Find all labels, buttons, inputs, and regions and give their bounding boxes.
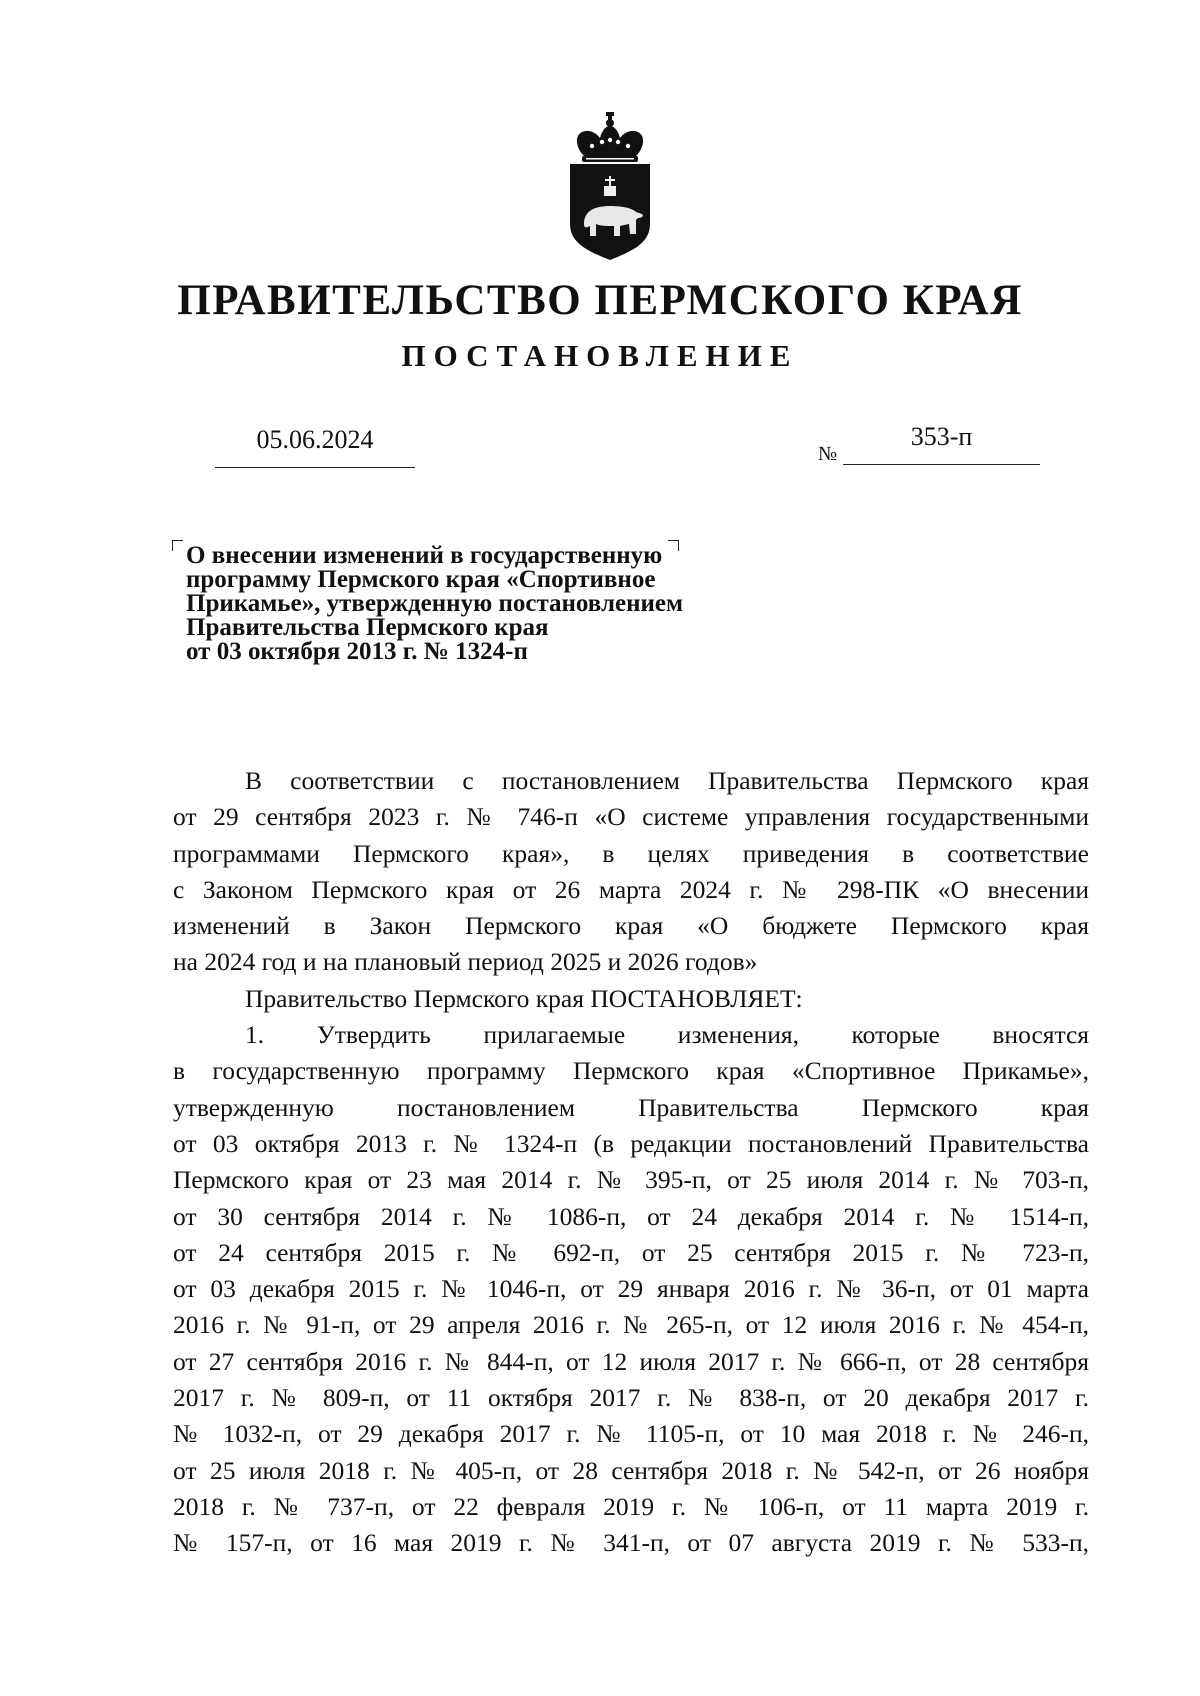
preamble-line: от 29 сентября 2023 г. № 746-п «О системе управления государственными	[173, 802, 1089, 832]
preamble-line: изменений в Закон Пермского края «О бюджете Пермского края	[173, 911, 1089, 941]
item1-line: от 27 сентября 2016 г. № 844-п, от 12 июля 2017 г. № 666-п, от 28 сентября	[173, 1346, 1089, 1376]
subject-line: программу Пермского края «Спортивное	[186, 566, 656, 593]
organization-title: ПРАВИТЕЛЬСТВО ПЕРМСКОГО КРАЯ	[177, 277, 1023, 324]
preamble-line: программами Пермского края», в целях приведения в соответствие	[173, 838, 1089, 868]
item1-line: 1. Утвердить прилагаемые изменения, которые вносятся	[245, 1020, 1089, 1050]
perm-krai-coat-of-arms-icon	[566, 112, 654, 262]
item1-line: утвержденную постановлением Правительства Пермского края	[173, 1092, 1089, 1122]
item1-line: от 03 декабря 2015 г. № 1046-п, от 29 января 2016 г. № 36-п, от 01 марта	[173, 1274, 1089, 1304]
item1-line: от 30 сентября 2014 г. № 1086-п, от 24 декабря 2014 г. № 1514-п,	[173, 1201, 1089, 1231]
number-sign: №	[818, 443, 838, 465]
subject-line: О внесении изменений в государственную	[186, 542, 663, 569]
subject-corner-left	[172, 540, 183, 551]
item1-line: от 25 июля 2018 г. № 405-п, от 28 сентября 2018 г. № 542-п, от 26 ноября	[173, 1455, 1089, 1485]
subject-line: Правительства Пермского края	[186, 614, 549, 641]
item1-line: от 03 октября 2013 г. № 1324-п (в редакции постановлений Правительства	[173, 1128, 1089, 1158]
preamble-line: В соответствии с постановлением Правительства Пермского края	[245, 766, 1089, 795]
item1-line: в государственную программу Пермского края «Спортивное Прикамье»,	[173, 1056, 1089, 1086]
document-number: 353-п	[843, 422, 1040, 465]
item1-line: 2016 г. № 91-п, от 29 апреля 2016 г. № 265-п, от 12 июля 2016 г. № 454-п,	[173, 1310, 1089, 1340]
item1-line: Пермского края от 23 мая 2014 г. № 395-п, от 25 июля 2014 г. № 703-п,	[173, 1165, 1089, 1195]
item1-line: 2017 г. № 809-п, от 11 октября 2017 г. № 838-п, от 20 декабря 2017 г.	[173, 1383, 1089, 1413]
item1-line: 2018 г. № 737-п, от 22 февраля 2019 г. № 106-п, от 11 марта 2019 г.	[173, 1491, 1089, 1521]
subject-line: Прикамье», утвержденную постановлением	[186, 590, 684, 617]
item1-line: от 24 сентября 2015 г. № 692-п, от 25 сентября 2015 г. № 723-п,	[173, 1237, 1089, 1267]
subject-line: от 03 октября 2013 г. № 1324-п	[186, 638, 528, 665]
document-subject	[186, 544, 786, 664]
document-type: ПОСТАНОВЛЕНИЕ	[401, 338, 799, 373]
resolves-line: Правительство Пермского края ПОСТАНОВЛЯЕТ:	[245, 983, 803, 1013]
item1-line: № 157-п, от 16 мая 2019 г. № 341-п, от 07 августа 2019 г. № 533-п,	[173, 1528, 1089, 1558]
document-date: 05.06.2024	[215, 425, 415, 468]
item1-line: № 1032-п, от 29 декабря 2017 г. № 1105-п, от 10 мая 2018 г. № 246-п,	[173, 1419, 1089, 1449]
document-body	[173, 763, 1089, 1562]
preamble-line: с Законом Пермского края от 26 марта 2024 г. № 298-ПК «О внесении	[173, 874, 1089, 904]
preamble-line: на 2024 год и на плановый период 2025 и 2026 годов»	[173, 947, 758, 977]
